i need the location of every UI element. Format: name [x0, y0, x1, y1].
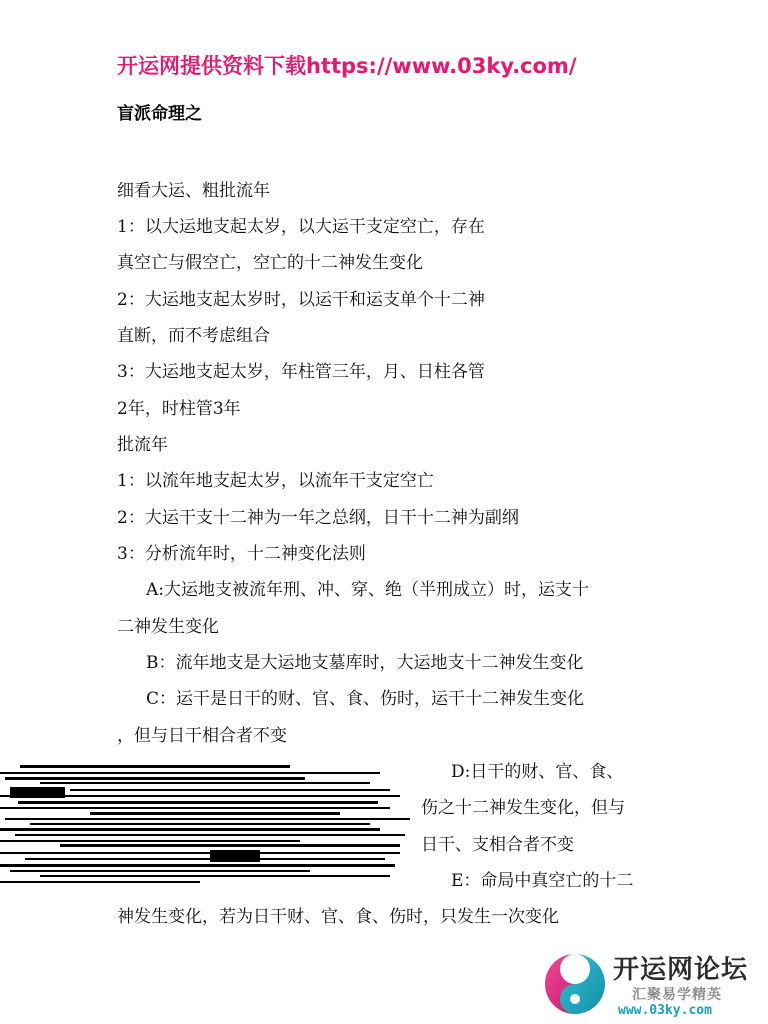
forum-slogan: 汇聚易学精英 [632, 987, 722, 1003]
body-line: 1：以大运地支起太岁，以大运干支定空亡，存在 [117, 217, 485, 237]
body-line: 二神发生变化 [117, 617, 219, 637]
body-line: 3：大运地支起太岁，年柱管三年，月、日柱各管 [117, 362, 485, 382]
body-line: 细看大运、粗批流年 [117, 181, 270, 201]
body-line: B：流年地支是大运地支墓库时，大运地支十二神发生变化 [146, 653, 584, 673]
body-line: 伤之十二神发生变化，但与 [421, 798, 625, 818]
download-banner: 开运网提供资料下载https://www.03ky.com/ [117, 54, 577, 78]
body-line: 2年，时柱管3年 [117, 399, 241, 419]
body-line: 2：大运地支起太岁时，以运干和运支单个十二神 [117, 290, 485, 310]
document-title: 盲派命理之 [117, 104, 202, 124]
body-line: 直断，而不考虑组合 [117, 326, 270, 346]
body-line: C：运干是日干的财、官、食、伤时，运干十二神发生变化 [146, 689, 585, 709]
body-line: 日干、支相合者不变 [421, 835, 574, 855]
forum-name: 开运网论坛 [613, 955, 749, 985]
body-line: 1：以流年地支起太岁，以流年干支定空亡 [117, 471, 434, 491]
body-line: 真空亡与假空亡，空亡的十二神发生变化 [117, 253, 423, 273]
scribbled-redaction [0, 762, 410, 894]
body-line: ，但与日干相合者不变 [117, 726, 287, 746]
body-line: D:日干的财、官、食、 [451, 762, 624, 782]
body-line: 神发生变化，若为日干财、官、食、伤时，只发生一次变化 [117, 907, 559, 927]
body-line: E：命局中真空亡的十二 [451, 871, 634, 891]
forum-url: www.03ky.com [618, 1003, 712, 1018]
body-line: 批流年 [117, 435, 168, 455]
taiji-logo-icon [540, 948, 610, 1020]
body-line: 3：分析流年时，十二神变化法则 [117, 544, 366, 564]
forum-watermark [540, 946, 768, 1024]
body-line: 2：大运干支十二神为一年之总纲，日干十二神为副纲 [117, 508, 519, 528]
body-line: A:大运地支被流年刑、冲、穿、绝（半刑成立）时，运支十 [146, 580, 590, 600]
